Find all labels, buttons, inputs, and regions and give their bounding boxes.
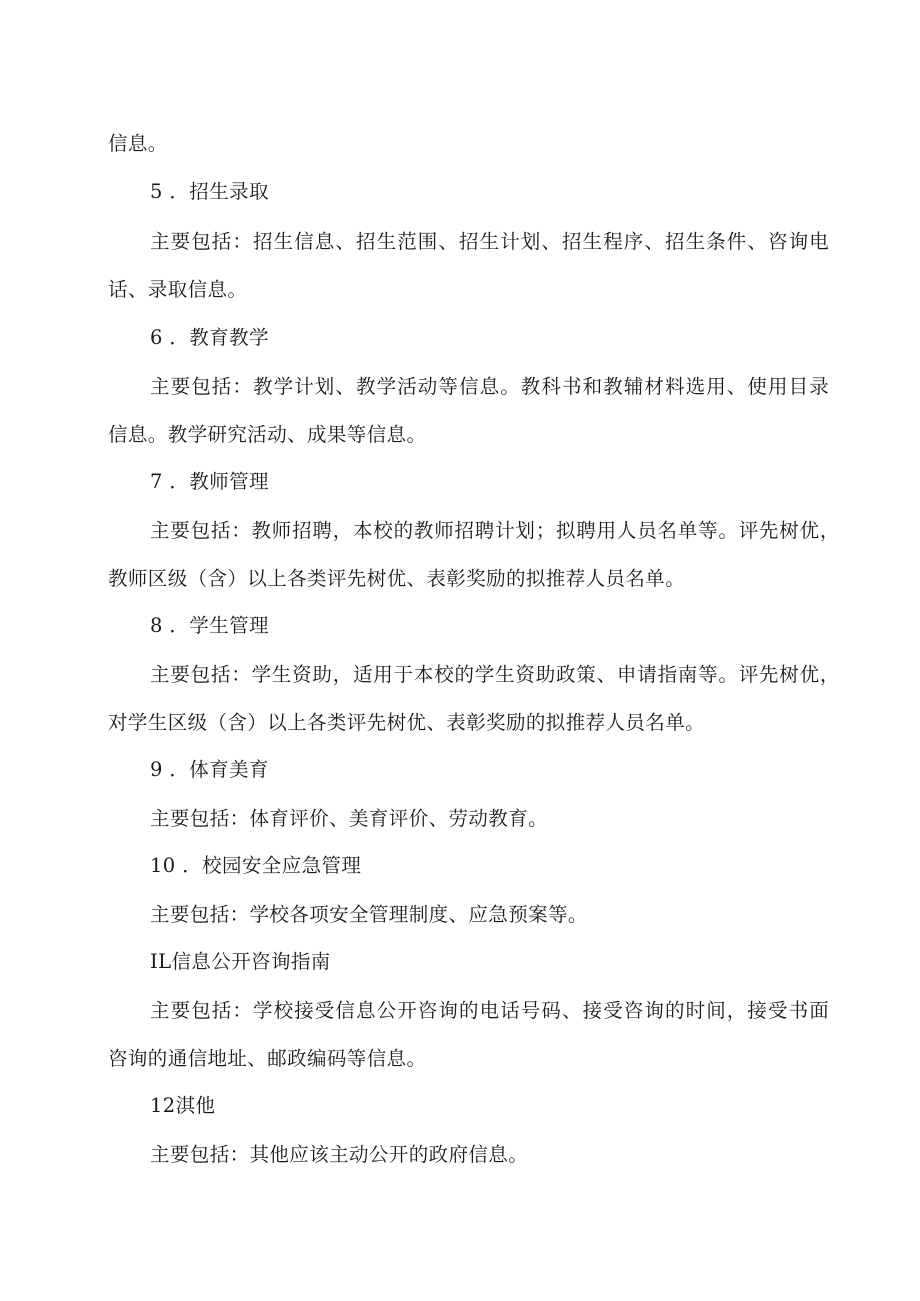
paragraph-line: 信息。: [108, 132, 168, 155]
paragraph-line: 话、录取信息。: [108, 278, 248, 301]
paragraph-line: 对学生区级（含）以上各类评先树优、表彰奖励的拟推荐人员名单。: [108, 711, 706, 734]
paragraph-line: 主要包括：学校接受信息公开咨询的电话号码、接受咨询的时间，接受书面: [150, 999, 830, 1022]
section-heading-teacher-management: 7 ．教师管理: [150, 470, 269, 493]
section-heading-admissions: 5 ．招生录取: [150, 180, 269, 203]
paragraph-line: 主要包括：学校各项安全管理制度、应急预案等。: [150, 903, 588, 926]
paragraph-line: 主要包括：其他应该主动公开的政府信息。: [150, 1143, 529, 1166]
section-heading-student-management: 8 ．学生管理: [150, 614, 269, 637]
paragraph-line: 信息。教学研究活动、成果等信息。: [108, 423, 427, 446]
paragraph-line: 主要包括：学生资助，适用于本校的学生资助政策、申请指南等。评先树优，: [150, 663, 841, 686]
paragraph-line: 主要包括：教师招聘，本校的教师招聘计划；拟聘用人员名单等。评先树优，: [150, 519, 841, 542]
section-heading-other: 12淇他: [150, 1094, 216, 1117]
section-heading-consultation-guide: IL信息公开咨询指南: [150, 950, 331, 973]
section-heading-sports-arts: 9 ．体育美育: [150, 758, 269, 781]
paragraph-line: 咨询的通信地址、邮政编码等信息。: [108, 1047, 427, 1070]
paragraph-line: 主要包括：招生信息、招生范围、招生计划、招生程序、招生条件、咨询电: [150, 230, 830, 253]
paragraph-line: 教师区级（含）以上各类评先树优、表彰奖励的拟推荐人员名单。: [108, 567, 686, 590]
paragraph-line: 主要包括：教学计划、教学活动等信息。教科书和教辅材料选用、使用目录: [150, 375, 830, 398]
section-heading-campus-safety: 10 ．校园安全应急管理: [150, 854, 362, 877]
section-heading-teaching: 6 ．教育教学: [150, 326, 269, 349]
paragraph-line: 主要包括：体育评价、美育评价、劳动教育。: [150, 807, 549, 830]
